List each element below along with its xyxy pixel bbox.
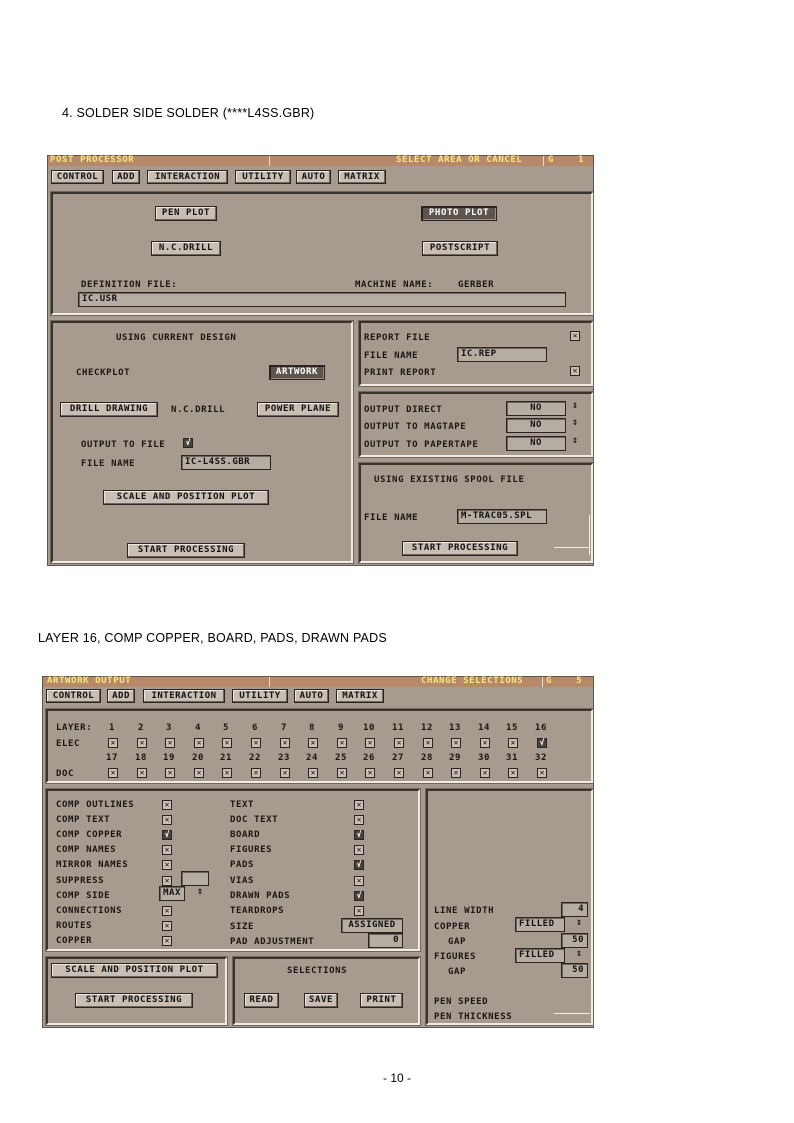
layer-number: 18 [135,753,148,763]
elec-layer-checkbox[interactable] [308,738,318,748]
page-number: - 10 - [382,1071,411,1085]
pen-plot-button[interactable]: PEN PLOT [155,206,217,221]
menu-add[interactable]: ADD [112,170,140,184]
window-title: ARTWORK OUTPUT [47,676,132,686]
menu-interaction[interactable]: INTERACTION [147,170,228,184]
layer-number: 8 [309,723,316,733]
print-report-checkbox[interactable] [570,366,580,376]
figures-gap-value[interactable]: 50 [561,963,588,978]
post-processor-screen [47,155,594,566]
output-to-papertape-label: OUTPUT TO PAPERTAPE [364,440,479,450]
doc-layer-checkbox[interactable] [280,768,290,778]
updown-arrow-icon[interactable]: ↕ [572,400,579,411]
layer-number: 1 [109,723,116,733]
elec-layer-checkbox[interactable] [194,738,204,748]
output-to-magtape-value[interactable]: NO [506,418,566,433]
doc-layer-checkbox[interactable] [251,768,261,778]
cursor-line [554,1013,590,1014]
photo-plot-button[interactable]: PHOTO PLOT [421,206,497,221]
menu-control[interactable]: CONTROL [51,170,104,184]
doc-layer-checkbox[interactable] [423,768,433,778]
elec-layer-checkbox[interactable] [251,738,261,748]
layer-number: 9 [338,723,345,733]
layer-number: 10 [363,723,376,733]
spool-file-name-label: FILE NAME [364,513,419,523]
layer-number: 28 [421,753,434,763]
layer-number: 5 [223,723,230,733]
output-to-magtape-label: OUTPUT TO MAGTAPE [364,422,467,432]
right-option-checkbox[interactable] [354,815,364,825]
updown-arrow-icon[interactable]: ↕ [572,417,579,428]
layer-number: 4 [195,723,202,733]
elec-layer-checkbox[interactable] [394,738,404,748]
right-option-checkbox[interactable] [354,891,364,901]
doc-layer-checkbox[interactable] [337,768,347,778]
left-option-checkbox[interactable] [162,845,172,855]
left-option-label: COMP NAMES [56,845,117,855]
doc-layer-checkbox[interactable] [537,768,547,778]
doc-layer-checkbox[interactable] [394,768,404,778]
layer-number: 16 [535,723,548,733]
layer-number: 19 [163,753,176,763]
grid-indicator: G 1 [548,155,585,165]
elec-layer-checkbox[interactable] [222,738,232,748]
left-option-label: COMP OUTLINES [56,800,135,810]
layer-selection-panel [46,709,593,783]
doc-layer-checkbox[interactable] [108,768,118,778]
elec-layer-checkbox[interactable] [137,738,147,748]
layer-number: 3 [166,723,173,733]
title-bar [43,677,593,687]
right-option-label: BOARD [230,830,261,840]
spool-file-panel [359,463,593,563]
menu-auto[interactable]: AUTO [294,689,329,703]
status-message: SELECT AREA OR CANCEL [396,155,523,165]
updown-arrow-icon[interactable]: ↕ [197,886,204,897]
spool-file-name-input[interactable]: M-TRAC05.SPL [457,509,547,524]
read-button[interactable]: READ [244,993,279,1008]
output-type-panel [51,192,593,315]
right-option-checkbox[interactable] [354,876,364,886]
layer-number: 14 [478,723,491,733]
figures-gap-label: GAP [448,967,467,977]
doc-layer-checkbox[interactable] [308,768,318,778]
right-option-checkbox[interactable] [354,860,364,870]
nc-drill-button[interactable]: N.C.DRILL [151,241,221,256]
title-separator [542,677,543,687]
right-option-checkbox[interactable] [354,906,364,916]
layer-number: 17 [106,753,119,763]
pad-adjustment-label: PAD ADJUSTMENT [230,937,315,947]
elec-layer-checkbox[interactable] [108,738,118,748]
section-heading-solder-side: 4. SOLDER SIDE SOLDER (****L4SS.GBR) [62,106,315,120]
pen-settings-panel [426,789,593,1025]
menu-auto[interactable]: AUTO [296,170,331,184]
report-file-checkbox[interactable] [570,331,580,341]
copper-gap-value[interactable]: 50 [561,933,588,948]
elec-layer-checkbox[interactable] [365,738,375,748]
right-option-label: VIAS [230,876,255,886]
doc-layer-checkbox[interactable] [480,768,490,778]
artwork-output-screen [42,676,594,1028]
left-option-checkbox[interactable] [162,906,172,916]
machine-name-value: GERBER [458,280,495,290]
elec-label: ELEC [56,739,81,749]
layer-number: 30 [478,753,491,763]
layer-number: 22 [249,753,262,763]
comp-side-value[interactable]: MAX [159,886,185,901]
right-option-label: FIGURES [230,845,273,855]
suppress-value[interactable] [181,871,209,886]
report-file-name-label: FILE NAME [364,351,419,361]
artwork-button[interactable]: ARTWORK [269,365,325,380]
elec-layer-checkbox[interactable] [451,738,461,748]
elec-layer-checkbox[interactable] [280,738,290,748]
postscript-button[interactable]: POSTSCRIPT [422,241,498,256]
layer-number: 26 [363,753,376,763]
start-processing-button[interactable]: START PROCESSING [75,993,193,1008]
left-option-label: COMP SIDE [56,891,111,901]
definition-file-label: DEFINITION FILE: [81,280,178,290]
elec-layer-checkbox[interactable] [508,738,518,748]
figures-fill-value[interactable]: FILLED [515,948,565,963]
spool-start-processing-button[interactable]: START PROCESSING [402,541,518,556]
left-option-label: COMP COPPER [56,830,123,840]
layer-number: 2 [138,723,145,733]
layer-number: 31 [506,753,519,763]
checkplot-label[interactable]: CHECKPLOT [76,368,131,378]
process-panel [46,957,227,1025]
layer-number: 32 [535,753,548,763]
using-existing-spool-file-heading: USING EXISTING SPOOL FILE [374,475,525,485]
selections-panel [233,957,420,1025]
layer-number: 25 [335,753,348,763]
pen-thickness-label: PEN THICKNESS [434,1012,513,1022]
report-file-label: REPORT FILE [364,333,431,343]
file-name-input[interactable]: IC-L4SS.GBR [181,455,271,470]
drill-drawing-button[interactable]: DRILL DRAWING [60,402,158,417]
window-title: POST PROCESSOR [50,155,135,165]
line-width-value[interactable]: 4 [561,902,588,917]
artwork-options-panel [46,789,420,951]
right-option-label: PADS [230,860,255,870]
right-option-checkbox[interactable] [354,800,364,810]
left-option-label: COMP TEXT [56,815,111,825]
output-to-file-checkbox[interactable] [183,438,193,448]
copper-gap-label: GAP [448,937,467,947]
size-value[interactable]: ASSIGNED [341,918,403,933]
menu-utility[interactable]: UTILITY [232,689,288,703]
doc-label: DOC [56,769,75,779]
start-processing-button[interactable]: START PROCESSING [127,543,245,558]
doc-layer-checkbox[interactable] [222,768,232,778]
output-device-panel [359,392,593,457]
print-button[interactable]: PRINT [360,993,403,1008]
updown-arrow-icon[interactable]: ↕ [572,435,579,446]
scale-and-position-plot-button[interactable]: SCALE AND POSITION PLOT [51,963,218,978]
layer-number: 27 [392,753,405,763]
machine-name-label: MACHINE NAME: [355,280,434,290]
figures-label: FIGURES [434,952,477,962]
left-option-checkbox[interactable] [162,830,172,840]
scale-and-position-plot-button[interactable]: SCALE AND POSITION PLOT [103,490,269,505]
output-to-papertape-value[interactable]: NO [506,436,566,451]
menu-matrix[interactable]: MATRIX [338,170,386,184]
left-option-checkbox[interactable] [162,936,172,946]
doc-layer-checkbox[interactable] [165,768,175,778]
layer-number: 6 [252,723,259,733]
layer-number: 13 [449,723,462,733]
title-separator [269,156,270,166]
cursor-line [554,547,590,548]
copper-label: COPPER [434,922,471,932]
report-file-name-input[interactable]: IC.REP [457,347,547,362]
output-to-file-label: OUTPUT TO FILE [81,440,166,450]
right-option-checkbox[interactable] [354,845,364,855]
right-option-label: TEXT [230,800,255,810]
right-option-label: DOC TEXT [230,815,279,825]
doc-layer-checkbox[interactable] [137,768,147,778]
output-direct-value[interactable]: NO [506,401,566,416]
left-option-checkbox[interactable] [162,876,172,886]
power-plane-button[interactable]: POWER PLANE [257,402,339,417]
layer-number: 7 [281,723,288,733]
output-direct-label: OUTPUT DIRECT [364,405,443,415]
left-option-checkbox[interactable] [162,921,172,931]
current-design-panel [51,321,353,563]
layer-label: LAYER: [56,723,93,733]
using-current-design-heading: USING CURRENT DESIGN [116,333,237,343]
updown-arrow-icon[interactable]: ↕ [576,948,583,959]
layer-number: 15 [506,723,519,733]
layer-number: 21 [220,753,233,763]
updown-arrow-icon[interactable]: ↕ [576,917,583,928]
file-name-label: FILE NAME [81,459,136,469]
nc-drill-label[interactable]: N.C.DRILL [171,405,226,415]
left-option-label: MIRROR NAMES [56,860,129,870]
right-option-checkbox[interactable] [354,830,364,840]
elec-layer-checkbox[interactable] [423,738,433,748]
left-option-checkbox[interactable] [162,815,172,825]
right-option-label: DRAWN PADS [230,891,291,901]
grid-indicator: G 5 [546,676,583,686]
cursor-line [589,515,590,555]
report-panel [359,321,593,386]
copper-fill-value[interactable]: FILLED [515,917,565,932]
menu-interaction[interactable]: INTERACTION [143,689,225,703]
layer-number: 11 [392,723,405,733]
pad-adjustment-value[interactable]: 0 [368,933,403,948]
elec-layer-checkbox[interactable] [537,738,547,748]
line-width-label: LINE WIDTH [434,906,495,916]
title-separator [543,156,544,166]
pen-speed-label: PEN SPEED [434,997,489,1007]
print-report-label: PRINT REPORT [364,368,437,378]
layer-number: 12 [421,723,434,733]
menu-utility[interactable]: UTILITY [235,170,291,184]
left-option-checkbox[interactable] [162,860,172,870]
left-option-label: CONNECTIONS [56,906,123,916]
left-option-label: SUPPRESS [56,876,105,886]
elec-layer-checkbox[interactable] [337,738,347,748]
layer-number: 20 [192,753,205,763]
elec-layer-checkbox[interactable] [165,738,175,748]
save-button[interactable]: SAVE [304,993,338,1008]
left-option-label: COPPER [56,936,93,946]
menu-matrix[interactable]: MATRIX [336,689,384,703]
right-option-label: TEARDROPS [230,906,285,916]
layer-number: 29 [449,753,462,763]
title-bar [48,156,593,166]
doc-layer-checkbox[interactable] [451,768,461,778]
size-label: SIZE [230,922,255,932]
doc-layer-checkbox[interactable] [508,768,518,778]
definition-file-input[interactable]: IC.USR [78,292,566,307]
elec-layer-checkbox[interactable] [480,738,490,748]
selections-heading: SELECTIONS [287,966,348,976]
title-separator [269,677,270,687]
left-option-checkbox[interactable] [162,800,172,810]
layer-number: 23 [278,753,291,763]
menu-add[interactable]: ADD [107,689,135,703]
menu-control[interactable]: CONTROL [46,689,101,703]
section-heading-layer-16: LAYER 16, COMP COPPER, BOARD, PADS, DRAWN PADS [38,631,387,645]
doc-layer-checkbox[interactable] [194,768,204,778]
doc-layer-checkbox[interactable] [365,768,375,778]
status-message: CHANGE SELECTIONS [421,676,524,686]
layer-number: 24 [306,753,319,763]
left-option-label: ROUTES [56,921,93,931]
